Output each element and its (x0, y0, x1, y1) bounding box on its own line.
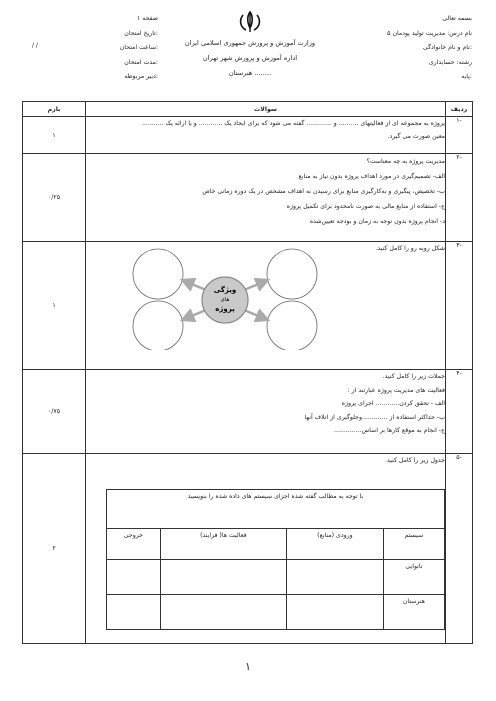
header-line: مدت امتحان: (124, 58, 158, 66)
question-score: ۱ (23, 242, 86, 370)
question-score: ۰/۷۵ (23, 370, 86, 454)
system-components-table (106, 489, 445, 630)
header-line: نام درس: مدیریت تولید پودمان ۵ (387, 29, 472, 37)
question-number: -۱ (446, 117, 473, 154)
blank-circle-bottom-left[interactable] (133, 301, 183, 350)
iran-emblem-icon (237, 10, 263, 34)
answer-cell[interactable] (107, 560, 161, 595)
question-number: -۵ (446, 454, 473, 644)
header-line: ساعت امتحان: (119, 44, 158, 51)
blank-circle-top-left[interactable] (133, 249, 183, 299)
column-header-score: بارم (23, 102, 86, 117)
question-line: جملات زیر را کامل کنید. (382, 373, 445, 380)
inner-row-label: نانوایی (383, 560, 444, 595)
table-row (23, 370, 473, 454)
header-line: تاریخ امتحان: (124, 29, 158, 37)
page-number: ۱ (245, 660, 251, 673)
question-text (86, 117, 446, 154)
answer-cell[interactable] (286, 560, 383, 595)
option-d: د- انجام پروژه بدون توجه به زمان و بودجه تعیین‌شده (309, 218, 445, 225)
center-label-line: پروژه (215, 305, 235, 313)
inner-table-title-row (107, 490, 445, 529)
school-title: هنرستان ........ (228, 69, 272, 77)
column-header-questions: سوالات (86, 102, 446, 117)
question-score: ۰/۲۵ (23, 154, 86, 242)
header-line: صفحه ۱ (137, 15, 158, 22)
question-number: -۴ (446, 370, 473, 454)
header-line: نام و نام خانوادگی: (422, 44, 472, 51)
inner-table-row (107, 560, 445, 595)
project-features-diagram (120, 246, 330, 350)
table-header-row (23, 102, 473, 117)
question-score: ۲ (23, 454, 86, 644)
table-row (23, 242, 473, 370)
center-label-line: های (220, 297, 230, 303)
question-text (86, 154, 446, 242)
header-line: بسمه تعالی (442, 15, 472, 22)
answer-cell[interactable] (286, 595, 383, 630)
blank-circle-top-right[interactable] (267, 249, 317, 299)
blank-circle-bottom-right[interactable] (267, 301, 317, 350)
inner-header-output: خروجی (107, 529, 161, 560)
question-line: شکل روبه رو را کامل کنید. (375, 245, 445, 252)
option-c: ج- استفاده از منابع مالی به صورت نامحدود برای تکمیل پروژه (286, 203, 445, 210)
fill-line-a: الف - تحقق کردن............ اجرای پروژه (341, 400, 445, 407)
fill-line-c: ج- انجام به موقع کارها بر اساس.............. (334, 427, 445, 434)
question-text (86, 242, 446, 370)
header-left-info (58, 12, 158, 85)
exam-date-value: / / (32, 42, 38, 49)
fill-line-b: ب- حداکثر استفاده از .............وجلوگیری از اتلاف آنها (304, 413, 445, 421)
question-number: -۳ (446, 242, 473, 370)
ministry-title: وزارت آموزش و پرورش جمهوری اسلامی ایران (184, 39, 316, 47)
inner-row-label: هنرستان (383, 595, 444, 630)
inner-table-header-row (107, 529, 445, 560)
header-line: دبیر مربوطه: (124, 73, 158, 80)
question-text (86, 370, 446, 454)
inner-header-system: سیستم (383, 529, 444, 560)
header-line: پایه: (461, 73, 472, 80)
header-line: رشته: حسابداری (428, 58, 472, 66)
answer-cell[interactable] (160, 560, 286, 595)
question-score: ۱ (23, 117, 86, 154)
question-text (86, 454, 446, 644)
exam-header (22, 8, 478, 98)
table-row (23, 154, 473, 242)
inner-table-row (107, 595, 445, 630)
answer-cell[interactable] (107, 595, 161, 630)
question-line: مدیریت پروژه به چه معناست؟ (366, 158, 445, 165)
department-title: اداره آموزش و پرورش شهر تهران (202, 54, 298, 62)
center-label-line: ویژگی (213, 286, 237, 294)
questions-table (22, 101, 473, 644)
inner-header-input: ورودی (منابع) (286, 529, 383, 560)
option-b: ب- تخصیص، پیگیری و به‌کارگیری منابع برای رسیدن به اهداف مشخص در یک دوره زمانی خاص (202, 188, 445, 195)
question-line: پروژه به مجموعه ای از فعالیتهای .......... و ............. گفته می شود که برای ایجاد یک ............ و یا ارائه یک ........... (141, 120, 445, 127)
table-row (23, 117, 473, 154)
answer-cell[interactable] (160, 595, 286, 630)
question-number: -۲ (446, 154, 473, 242)
column-header-number: ردیف (446, 102, 473, 117)
question-line: فعالیت های مدیریت پروژه عبارتند از : (347, 386, 445, 394)
option-a: الف- تصمیم‌گیری در مورد اهداف پروژه بدون نیاز به منابع (298, 173, 445, 180)
question-line: معین صورت می گیرد. (387, 133, 445, 140)
inner-table-title: با توجه به مطالب گفته شده اجزای سیستم های داده شده را بنویسید (107, 490, 445, 529)
question-line: جدول زیر را کامل کنید. (385, 457, 445, 464)
inner-header-process: فعالیت ها( فرایند) (160, 529, 286, 560)
table-row (23, 454, 473, 644)
